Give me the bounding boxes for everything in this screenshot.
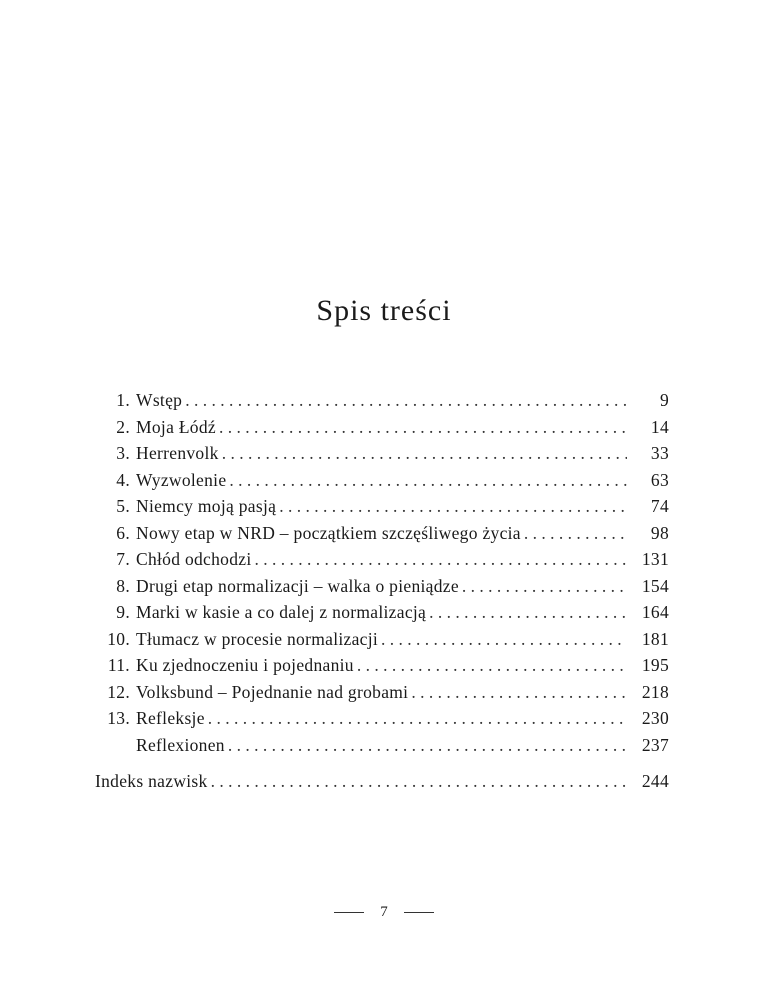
dot-leader (279, 496, 627, 517)
entry-number: 1. (116, 390, 130, 410)
dot-leader (185, 390, 627, 411)
entry-page: 9 (659, 390, 669, 410)
entry-title: Marki w kasie a co dalej z normalizacją (136, 602, 427, 622)
entry-number: 10. (107, 628, 130, 649)
entry-title: Wstęp (136, 390, 183, 410)
entry-number: 4. (116, 469, 130, 490)
entry-page: 33 (650, 443, 669, 463)
entry-page: 74 (650, 496, 669, 516)
entry-title: Niemcy moją pasją (136, 496, 277, 516)
toc-entry (95, 390, 669, 417)
entry-page: 218 (641, 681, 669, 702)
toc-entry (95, 417, 669, 444)
entry-title: Nowy etap w NRD – początkiem szczęśliwego życia (136, 522, 521, 543)
entry-number: 8. (116, 575, 130, 596)
toc-entry (95, 602, 669, 629)
entry-title: Drugi etap normalizacji – walka o pieniądze (136, 575, 459, 596)
toc-index-entry (95, 771, 669, 798)
entry-title: Chłód odchodzi (136, 549, 252, 569)
entry-title: Wyzwolenie (136, 469, 227, 490)
dot-leader (429, 602, 627, 623)
entry-title: Indeks nazwisk (95, 771, 208, 791)
entry-title: Reflexionen (136, 734, 225, 755)
dot-leader (228, 735, 627, 756)
dot-leader (208, 708, 627, 729)
entry-page: 14 (650, 416, 669, 437)
toc-entry (95, 496, 669, 523)
entry-title: Refleksje (136, 708, 205, 728)
toc-entry (95, 576, 669, 603)
toc-entry (95, 523, 669, 550)
entry-page: 230 (641, 708, 669, 728)
entry-page: 164 (641, 602, 669, 622)
entry-number: 12. (107, 681, 130, 702)
toc-entry (95, 549, 669, 576)
page-number: 7 (380, 904, 388, 920)
entry-page: 237 (641, 734, 669, 755)
dot-leader (357, 655, 627, 676)
entry-title: Herrenvolk (136, 443, 219, 463)
toc-entry (95, 655, 669, 682)
dot-leader (219, 417, 627, 438)
page-footer (0, 904, 768, 921)
entry-title: Volksbund – Pojednanie nad grobami (136, 681, 409, 702)
toc-entry (95, 708, 669, 735)
dot-leader (462, 576, 627, 597)
entry-page: 195 (641, 655, 669, 675)
entry-page: 98 (650, 522, 669, 543)
page-title: Spis treści (316, 294, 452, 327)
entry-number: 2. (116, 416, 130, 437)
entry-number: 5. (116, 496, 130, 516)
entry-title: Moja Łódź (136, 416, 216, 437)
footer-rule-right (404, 912, 434, 913)
entry-page: 244 (641, 771, 669, 791)
entry-page: 181 (641, 628, 669, 649)
dot-leader (411, 682, 627, 703)
toc-entry (95, 470, 669, 497)
entry-number: 11. (107, 655, 130, 675)
entry-number: 6. (116, 522, 130, 543)
dot-leader (229, 470, 627, 491)
dot-leader (211, 771, 627, 792)
toc-entry (95, 735, 669, 762)
toc-entry (95, 682, 669, 709)
entry-title: Ku zjednoczeniu i pojednaniu (136, 655, 354, 675)
dot-leader (255, 549, 627, 570)
toc-entry (95, 443, 669, 470)
entry-page: 131 (641, 549, 669, 569)
entry-page: 63 (650, 469, 669, 490)
entry-number: 9. (116, 602, 130, 622)
toc-entry (95, 629, 669, 656)
table-of-contents (95, 390, 669, 798)
dot-leader (222, 443, 627, 464)
dot-leader (524, 523, 627, 544)
dot-leader (381, 629, 627, 650)
entry-number: 3. (116, 443, 130, 463)
footer-rule-left (334, 912, 364, 913)
entry-page: 154 (641, 575, 669, 596)
entry-title: Tłumacz w procesie normalizacji (136, 628, 379, 649)
entry-number: 7. (116, 549, 130, 569)
entry-number: 13. (107, 708, 130, 728)
